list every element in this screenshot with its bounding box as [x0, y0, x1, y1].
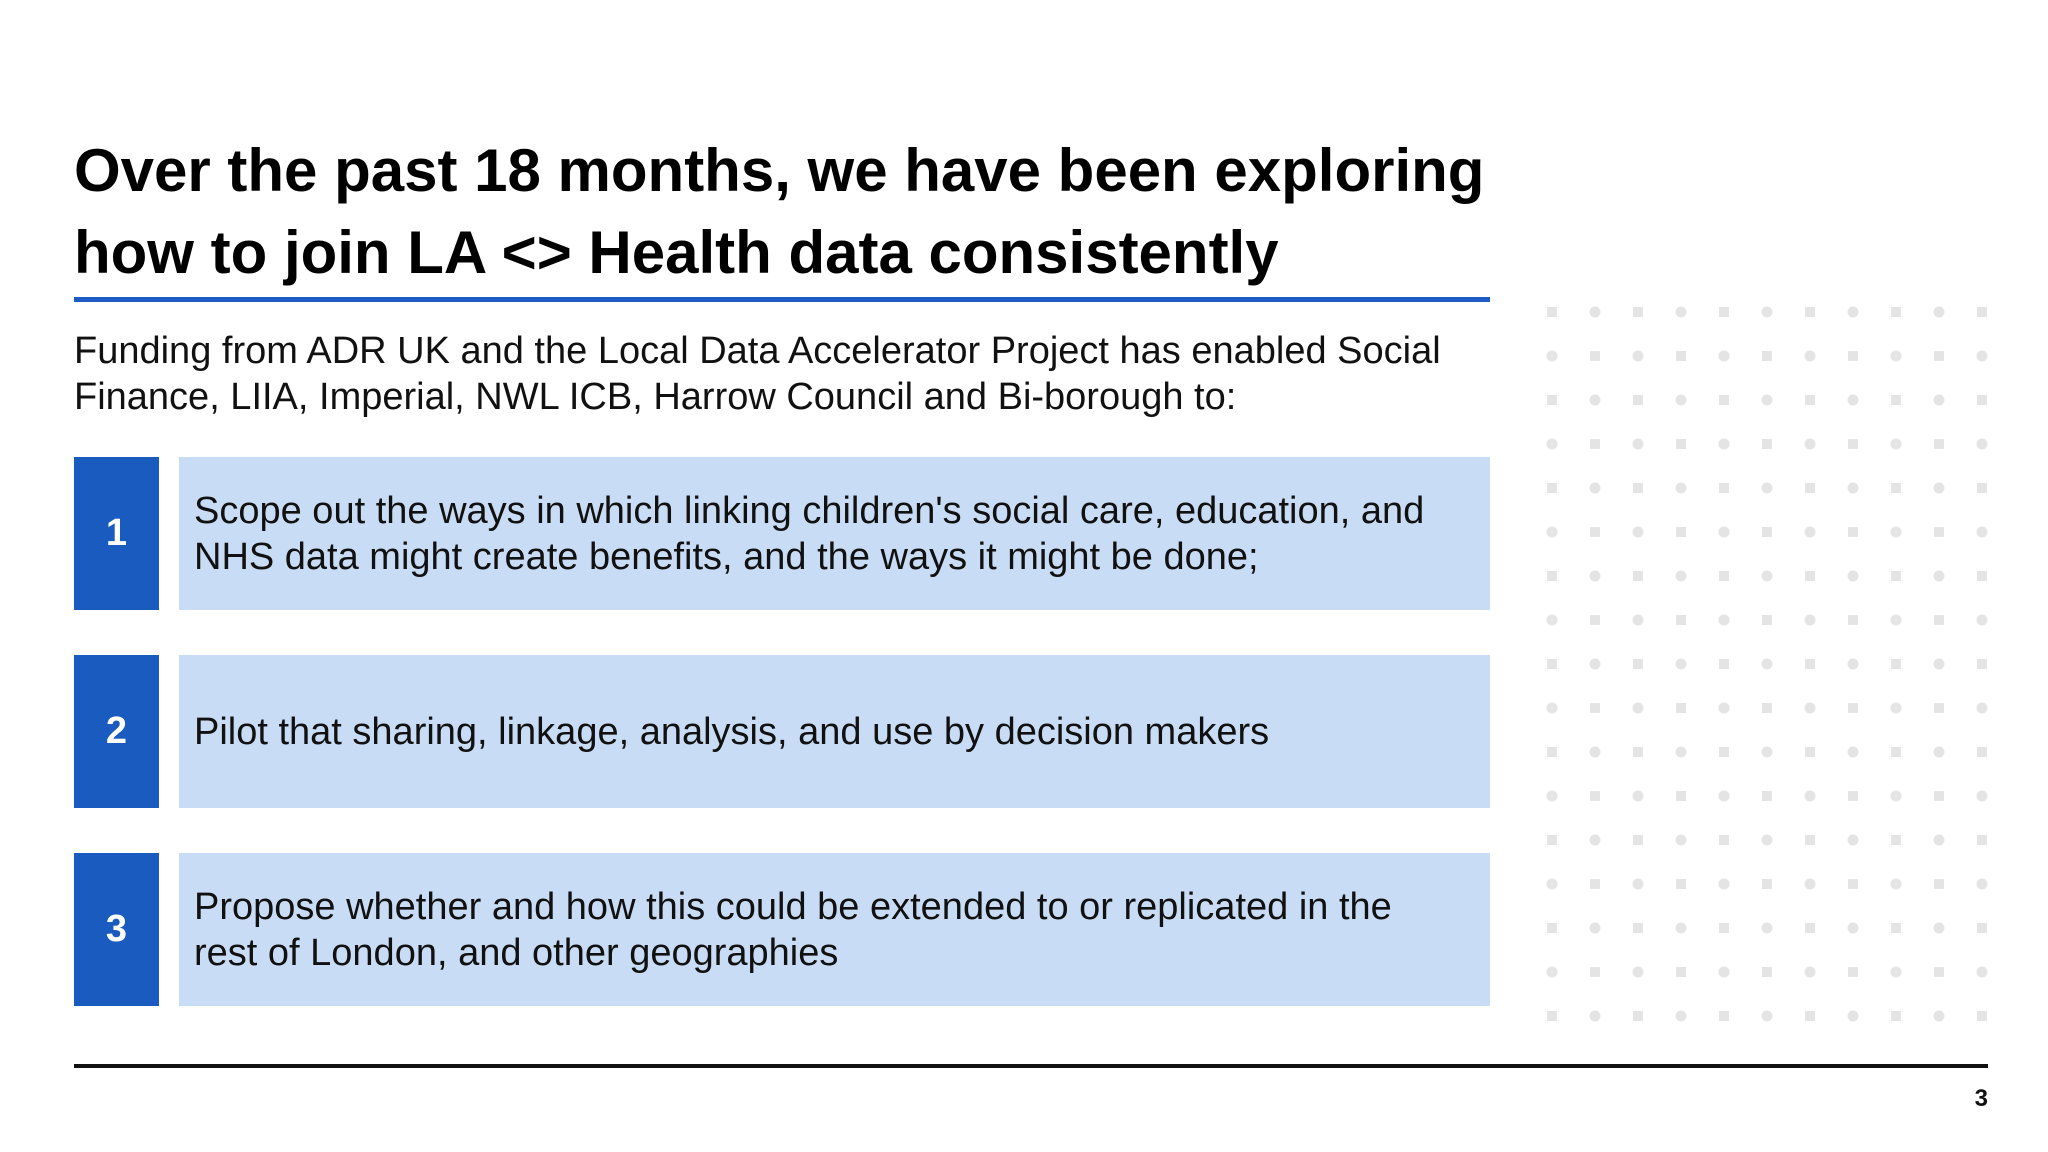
- grid-dot: [1590, 879, 1600, 889]
- grid-dot: [1762, 615, 1772, 625]
- grid-dot: [1633, 747, 1643, 757]
- grid-dot: [1934, 571, 1945, 582]
- grid-dot: [1676, 659, 1687, 670]
- grid-dot: [1676, 439, 1686, 449]
- grid-dot: [1848, 307, 1859, 318]
- grid-dot: [1762, 791, 1772, 801]
- grid-dot: [1633, 351, 1644, 362]
- step-text: Scope out the ways in which linking children's social care, education, and NHS data might create benefits, and the ways it might be done;: [194, 489, 1425, 578]
- footer-rule: [74, 1064, 1988, 1068]
- grid-dot: [1633, 615, 1644, 626]
- grid-dot: [1719, 483, 1729, 493]
- grid-dot: [1590, 351, 1600, 361]
- grid-dot: [1934, 395, 1945, 406]
- grid-dot: [1934, 835, 1945, 846]
- grid-dot: [1891, 747, 1901, 757]
- grid-dot: [1977, 747, 1987, 757]
- grid-dot: [1676, 879, 1686, 889]
- grid-dot: [1762, 439, 1772, 449]
- grid-dot: [1719, 835, 1729, 845]
- grid-dot: [1547, 571, 1557, 581]
- grid-dot: [1676, 923, 1687, 934]
- grid-dot: [1676, 835, 1687, 846]
- grid-dot: [1590, 307, 1601, 318]
- grid-dot: [1891, 879, 1902, 890]
- grid-dot: [1633, 439, 1644, 450]
- grid-dot: [1934, 791, 1944, 801]
- grid-dot: [1676, 791, 1686, 801]
- grid-dot: [1891, 395, 1901, 405]
- grid-dot: [1762, 483, 1773, 494]
- grid-dot: [1891, 835, 1901, 845]
- grid-dot: [1547, 483, 1557, 493]
- grid-dot: [1977, 483, 1987, 493]
- grid-dot: [1719, 527, 1730, 538]
- grid-dot: [1977, 791, 1988, 802]
- grid-dot: [1719, 439, 1730, 450]
- grid-dot: [1547, 351, 1558, 362]
- grid-dot: [1633, 923, 1643, 933]
- grid-dot: [1934, 483, 1945, 494]
- grid-dot: [1977, 967, 1988, 978]
- grid-dot: [1805, 527, 1816, 538]
- grid-dot: [1934, 307, 1945, 318]
- grid-dot: [1590, 439, 1600, 449]
- page-number: 3: [1974, 1085, 1988, 1112]
- grid-dot: [1762, 1011, 1773, 1022]
- grid-dot: [1848, 439, 1858, 449]
- grid-dot: [1633, 1011, 1643, 1021]
- grid-dot: [1590, 659, 1601, 670]
- step-number: 2: [74, 655, 159, 808]
- grid-dot: [1848, 703, 1858, 713]
- grid-dot: [1762, 527, 1772, 537]
- grid-dot: [1977, 571, 1987, 581]
- grid-dot: [1934, 527, 1944, 537]
- step-box: [179, 853, 1490, 1006]
- grid-dot: [1590, 527, 1600, 537]
- grid-dot: [1633, 307, 1643, 317]
- grid-dot: [1633, 703, 1644, 714]
- grid-dot: [1891, 527, 1902, 538]
- grid-dot: [1547, 747, 1557, 757]
- grid-dot: [1934, 351, 1944, 361]
- grid-dot: [1891, 967, 1902, 978]
- grid-dot: [1805, 615, 1816, 626]
- grid-dot: [1934, 747, 1945, 758]
- grid-dot: [1762, 395, 1773, 406]
- grid-dot: [1590, 703, 1600, 713]
- grid-dot: [1547, 923, 1557, 933]
- grid-dot: [1719, 747, 1729, 757]
- grid-dot: [1805, 571, 1815, 581]
- grid-dot: [1891, 1011, 1901, 1021]
- grid-dot: [1547, 703, 1558, 714]
- grid-dot: [1805, 703, 1816, 714]
- grid-dot: [1676, 351, 1686, 361]
- grid-dot: [1676, 483, 1687, 494]
- grid-dot: [1590, 395, 1601, 406]
- slide-title: Over the past 18 months, we have been exploring how to join LA <> Health data consistently: [74, 137, 1485, 286]
- grid-dot: [1805, 659, 1815, 669]
- grid-dot: [1848, 879, 1858, 889]
- grid-dot: [1676, 307, 1687, 318]
- grid-dot: [1891, 791, 1902, 802]
- grid-dot: [1676, 395, 1687, 406]
- grid-dot: [1633, 395, 1643, 405]
- grid-dot: [1891, 439, 1902, 450]
- grid-dot: [1676, 1011, 1687, 1022]
- grid-dot: [1547, 1011, 1557, 1021]
- intro-text: Funding from ADR UK and the Local Data Accelerator Project has enabled Social Finance, LIIA, Imperial, NWL ICB, Harrow Council and Bi-borough to:: [74, 330, 1441, 418]
- grid-dot: [1547, 307, 1557, 317]
- grid-dot: [1719, 967, 1730, 978]
- grid-dot: [1547, 615, 1558, 626]
- grid-dot: [1848, 967, 1858, 977]
- grid-dot: [1977, 1011, 1987, 1021]
- grid-dot: [1676, 967, 1686, 977]
- grid-dot: [1848, 923, 1859, 934]
- grid-dot: [1590, 791, 1600, 801]
- grid-dot: [1805, 351, 1816, 362]
- grid-dot: [1805, 439, 1816, 450]
- grid-dot: [1891, 307, 1901, 317]
- grid-dot: [1633, 967, 1644, 978]
- grid-dot: [1805, 923, 1815, 933]
- grid-dot: [1762, 351, 1772, 361]
- grid-dot: [1977, 703, 1988, 714]
- grid-dot: [1633, 527, 1644, 538]
- grid-dot: [1977, 527, 1988, 538]
- grid-dot: [1934, 615, 1944, 625]
- grid-dot: [1633, 879, 1644, 890]
- grid-dot: [1590, 747, 1601, 758]
- grid-dot: [1848, 747, 1859, 758]
- grid-dot: [1719, 703, 1730, 714]
- grid-dot: [1719, 791, 1730, 802]
- grid-dot: [1762, 967, 1772, 977]
- grid-dot: [1676, 527, 1686, 537]
- grid-dot: [1977, 395, 1987, 405]
- grid-dot: [1848, 483, 1859, 494]
- grid-dot: [1762, 747, 1773, 758]
- grid-dot: [1719, 571, 1729, 581]
- grid-dot: [1805, 395, 1815, 405]
- grid-dot: [1848, 659, 1859, 670]
- grid-dot: [1633, 659, 1643, 669]
- grid-dot: [1934, 1011, 1945, 1022]
- step-number: 3: [74, 853, 159, 1006]
- grid-dot: [1719, 923, 1729, 933]
- grid-dot: [1977, 879, 1988, 890]
- grid-dot: [1848, 791, 1858, 801]
- grid-dot: [1805, 791, 1816, 802]
- step-text: Pilot that sharing, linkage, analysis, and use by decision makers: [194, 710, 1270, 753]
- grid-dot: [1633, 571, 1643, 581]
- step-text: Propose whether and how this could be extended to or replicated in the rest of London, and other geographies: [194, 885, 1392, 974]
- grid-dot: [1590, 615, 1600, 625]
- grid-dot: [1934, 703, 1944, 713]
- grid-dot: [1934, 923, 1945, 934]
- grid-dot: [1762, 571, 1773, 582]
- grid-dot: [1547, 835, 1557, 845]
- step-box: [179, 655, 1490, 808]
- grid-dot: [1805, 747, 1815, 757]
- step-item: [74, 655, 1490, 808]
- step-box: [179, 457, 1490, 610]
- grid-dot: [1977, 835, 1987, 845]
- grid-dot: [1719, 615, 1730, 626]
- grid-dot: [1547, 879, 1558, 890]
- grid-dot: [1762, 923, 1773, 934]
- grid-dot: [1547, 967, 1558, 978]
- grid-dot: [1762, 703, 1772, 713]
- grid-dot: [1762, 659, 1773, 670]
- grid-dot: [1848, 835, 1859, 846]
- grid-dot: [1719, 879, 1730, 890]
- grid-dot: [1676, 615, 1686, 625]
- grid-dot: [1848, 527, 1858, 537]
- grid-dot: [1590, 835, 1601, 846]
- grid-dot: [1762, 835, 1773, 846]
- grid-dot: [1590, 1011, 1601, 1022]
- grid-dot: [1848, 571, 1859, 582]
- grid-dot: [1719, 1011, 1729, 1021]
- grid-dot: [1590, 483, 1601, 494]
- grid-dot: [1977, 307, 1987, 317]
- grid-dot: [1891, 571, 1901, 581]
- grid-dot: [1848, 395, 1859, 406]
- grid-dot: [1977, 659, 1987, 669]
- grid-dot: [1934, 879, 1944, 889]
- grid-dot: [1719, 351, 1730, 362]
- grid-dot: [1891, 703, 1902, 714]
- grid-dot: [1547, 659, 1557, 669]
- grid-dot: [1676, 571, 1687, 582]
- grid-dot: [1719, 307, 1729, 317]
- grid-dot: [1633, 483, 1643, 493]
- grid-dot: [1762, 879, 1772, 889]
- grid-dot: [1805, 483, 1815, 493]
- grid-dot: [1848, 615, 1858, 625]
- grid-dot: [1590, 571, 1601, 582]
- grid-dot: [1547, 791, 1558, 802]
- grid-dot: [1805, 1011, 1815, 1021]
- grid-dot: [1977, 615, 1988, 626]
- step-number: 1: [74, 457, 159, 610]
- grid-dot: [1719, 395, 1729, 405]
- decorative-dot-grid: [1540, 300, 2010, 1040]
- grid-dot: [1848, 1011, 1859, 1022]
- grid-dot: [1891, 351, 1902, 362]
- grid-dot: [1762, 307, 1773, 318]
- grid-dot: [1891, 923, 1901, 933]
- grid-dot: [1891, 659, 1901, 669]
- grid-dot: [1633, 835, 1643, 845]
- grid-dot: [1891, 615, 1902, 626]
- grid-dot: [1676, 747, 1687, 758]
- grid-dot: [1547, 395, 1557, 405]
- grid-dot: [1977, 923, 1987, 933]
- grid-dot: [1719, 659, 1729, 669]
- grid-dot: [1934, 439, 1944, 449]
- grid-dot: [1891, 483, 1901, 493]
- grid-dot: [1547, 439, 1558, 450]
- grid-dot: [1633, 791, 1644, 802]
- grid-dot: [1547, 527, 1558, 538]
- grid-dot: [1977, 351, 1988, 362]
- grid-dot: [1848, 351, 1858, 361]
- grid-dot: [1934, 659, 1945, 670]
- grid-dot: [1805, 307, 1815, 317]
- step-item: [74, 853, 1490, 1006]
- grid-dot: [1805, 835, 1815, 845]
- title-underline: [74, 297, 1490, 302]
- grid-dot: [1805, 879, 1816, 890]
- grid-dot: [1590, 967, 1600, 977]
- grid-dot: [1977, 439, 1988, 450]
- grid-dot: [1590, 923, 1601, 934]
- grid-dot: [1934, 967, 1944, 977]
- grid-dot: [1676, 703, 1686, 713]
- grid-dot: [1805, 967, 1816, 978]
- step-item: [74, 457, 1490, 610]
